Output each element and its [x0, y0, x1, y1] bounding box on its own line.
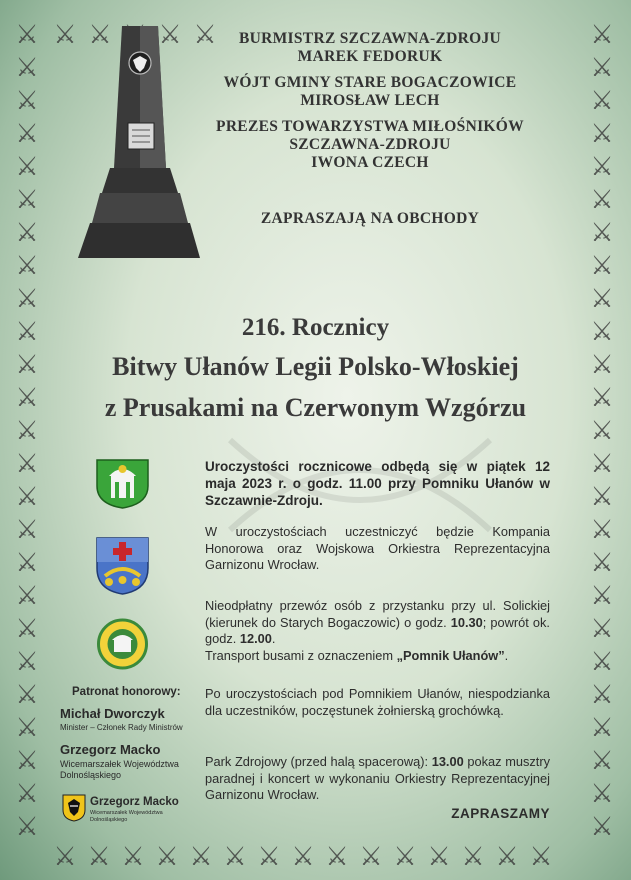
- concert-time: 13.00: [431, 754, 464, 769]
- organizers-header: [200, 30, 540, 228]
- crossed-sabres-icon: ⚔: [15, 218, 39, 248]
- transport-text: .: [271, 631, 276, 646]
- crossed-sabres-icon: ⚔: [590, 53, 614, 83]
- crossed-sabres-icon: ⚔: [15, 185, 39, 215]
- crossed-sabres-icon: ⚔: [590, 746, 614, 776]
- transport-text: Transport busami z oznaczeniem: [205, 647, 397, 663]
- logo-role: Wicemarszałek Województwa: [90, 810, 163, 816]
- crossed-sabres-icon: ⚔: [291, 842, 315, 872]
- crossed-sabres-icon: ⚔: [590, 713, 614, 743]
- crossed-sabres-icon: ⚔: [590, 185, 614, 215]
- crossed-sabres-icon: ⚔: [189, 842, 213, 872]
- stare-bogaczowice-crest-icon: [95, 536, 150, 596]
- crossed-sabres-icon: ⚔: [155, 842, 179, 872]
- crossed-sabres-icon: ⚔: [15, 581, 39, 611]
- crossed-sabres-icon: ⚔: [15, 746, 39, 776]
- crossed-sabres-icon: ⚔: [590, 482, 614, 512]
- crossed-sabres-icon: ⚔: [590, 515, 614, 545]
- crossed-sabres-icon: ⚔: [15, 482, 39, 512]
- crossed-sabres-icon: ⚔: [15, 20, 39, 50]
- crossed-sabres-icon: ⚔: [590, 317, 614, 347]
- crossed-sabres-icon: ⚔: [590, 218, 614, 248]
- crossed-sabres-icon: ⚔: [529, 842, 553, 872]
- crossed-sabres-icon: ⚔: [15, 680, 39, 710]
- crossed-sabres-icon: ⚔: [15, 647, 39, 677]
- crossed-sabres-icon: ⚔: [495, 842, 519, 872]
- crossed-sabres-icon: ⚔: [15, 515, 39, 545]
- crossed-sabres-icon: ⚔: [15, 779, 39, 809]
- participants-paragraph: W uroczystościach uczestniczyć będzie Kompania Honorowa oraz Wojskowa Orkiestra Reprezentacyjna Garnizonu Wrocław.: [205, 524, 550, 572]
- crossed-sabres-icon: ⚔: [15, 350, 39, 380]
- concert-text: pokaz musztry paradnej i koncert w wykonaniu Orkiestry Reprezentacyjnej Garnizonu Wrocław.: [205, 754, 550, 802]
- crossed-sabres-icon: ⚔: [590, 383, 614, 413]
- crossed-sabres-icon: ⚔: [158, 20, 182, 50]
- closing-invite: ZAPRASZAMY: [451, 806, 550, 821]
- crossed-sabres-icon: ⚔: [15, 812, 39, 842]
- header-line: SZCZAWNA-ZDROJU: [289, 136, 451, 153]
- patron-name: Michał Dworczyk: [60, 706, 165, 721]
- header-line: IWONA CZECH: [311, 154, 429, 171]
- crossed-sabres-icon: ⚔: [590, 86, 614, 116]
- header-line: MAREK FEDORUK: [297, 48, 443, 65]
- szczawno-crest-icon: [95, 458, 150, 510]
- crossed-sabres-icon: ⚔: [193, 20, 217, 50]
- patronage-title: Patronat honorowy:: [72, 686, 181, 698]
- crossed-sabres-icon: ⚔: [590, 647, 614, 677]
- crossed-sabres-icon: ⚔: [590, 614, 614, 644]
- crossed-sabres-icon: ⚔: [590, 119, 614, 149]
- transport-paragraph: [205, 598, 550, 664]
- transport-text: Nieodpłatny przewóz osób z przystanku przy ul. Solickiej (kierunek do Starych Bogaczowic) o godz.: [205, 598, 550, 630]
- crossed-sabres-icon: ⚔: [15, 152, 39, 182]
- crossed-sabres-icon: ⚔: [590, 548, 614, 578]
- crossed-sabres-icon: ⚔: [590, 284, 614, 314]
- departure-time: 10.30: [450, 614, 483, 630]
- concert-text: Park Zdrojowy (przed halą spacerową):: [205, 754, 432, 769]
- crossed-sabres-icon: ⚔: [359, 842, 383, 872]
- page-title-line2: Bitwy Ułanów Legii Polsko-Włoskiej: [112, 352, 519, 381]
- crossed-sabres-icon: ⚔: [87, 842, 111, 872]
- crossed-sabres-icon: ⚔: [121, 842, 145, 872]
- eagle-emblem-icon: [129, 52, 151, 74]
- crossed-sabres-icon: ⚔: [15, 548, 39, 578]
- crossed-sabres-icon: ⚔: [15, 251, 39, 281]
- logo-role: Dolnośląskiego: [90, 817, 128, 823]
- society-badge-icon: [95, 618, 150, 670]
- crossed-sabres-icon: ⚔: [590, 251, 614, 281]
- crossed-sabres-icon: ⚔: [590, 152, 614, 182]
- patron-role: Dolnośląskiego: [60, 770, 122, 780]
- crossed-sabres-icon: ⚔: [15, 119, 39, 149]
- transport-text: ; powrót ok. godz.: [205, 614, 550, 646]
- crossed-sabres-icon: ⚔: [461, 842, 485, 872]
- logo-name: Grzegorz Macko: [90, 796, 179, 808]
- concert-paragraph: [205, 754, 550, 804]
- bus-sign: „Pomnik Ułanów”: [396, 647, 505, 663]
- lower-silesia-eagle-icon: [62, 794, 86, 822]
- crossed-sabres-icon: ⚔: [15, 449, 39, 479]
- crossed-sabres-icon: ⚔: [590, 680, 614, 710]
- crossed-sabres-icon: ⚔: [53, 842, 77, 872]
- crossed-sabres-icon: ⚔: [53, 20, 77, 50]
- page-title-line1: 216. Rocznicy: [241, 314, 390, 341]
- header-line: MIROSŁAW LECH: [300, 92, 440, 109]
- crossed-sabres-icon: ⚔: [427, 842, 451, 872]
- crossed-sabres-icon: ⚔: [15, 713, 39, 743]
- patron-name: Grzegorz Macko: [60, 742, 161, 757]
- crossed-sabres-icon: ⚔: [15, 317, 39, 347]
- event-announcement: Uroczystości rocznicowe odbędą się w piątek 12 maja 2023 r. o godz. 11.00 przy Pomniku Ułanów w Szczawnie-Zdroju.: [205, 459, 550, 508]
- crossed-sabres-icon: ⚔: [590, 812, 614, 842]
- header-line: WÓJT GMINY STARE BOGACZOWICE: [223, 74, 517, 91]
- crossed-sabres-icon: ⚔: [590, 779, 614, 809]
- patron-role: Minister – Członek Rady Ministrów: [60, 723, 183, 732]
- header-line: BURMISTRZ SZCZAWNA-ZDROJU: [239, 30, 501, 47]
- crossed-sabres-icon: ⚔: [257, 842, 281, 872]
- crossed-sabres-icon: ⚔: [88, 20, 112, 50]
- crossed-sabres-icon: ⚔: [15, 284, 39, 314]
- crossed-sabres-icon: ⚔: [590, 581, 614, 611]
- crossed-sabres-icon: ⚔: [15, 614, 39, 644]
- crossed-sabres-icon: ⚔: [590, 416, 614, 446]
- crossed-sabres-icon: ⚔: [590, 350, 614, 380]
- crossed-sabres-icon: ⚔: [15, 383, 39, 413]
- transport-text: .: [504, 647, 509, 663]
- crossed-sabres-icon: ⚔: [15, 416, 39, 446]
- crossed-sabres-icon: ⚔: [590, 449, 614, 479]
- crossed-sabres-icon: ⚔: [325, 842, 349, 872]
- return-time: 12.00: [239, 631, 272, 646]
- invitation-line: ZAPRASZAJĄ NA OBCHODY: [260, 210, 480, 227]
- monument-illustration: [70, 18, 210, 268]
- crossed-sabres-icon: ⚔: [393, 842, 417, 872]
- crossed-sabres-icon: ⚔: [15, 86, 39, 116]
- crossed-sabres-icon: ⚔: [223, 842, 247, 872]
- header-line: PREZES TOWARZYSTWA MIŁOŚNIKÓW: [216, 118, 524, 135]
- crossed-sabres-icon: ⚔: [15, 53, 39, 83]
- page-title-line3: z Prusakami na Czerwonym Wzgórzu: [104, 393, 527, 422]
- crossed-sabres-icon: ⚔: [590, 20, 614, 50]
- refreshments-paragraph: Po uroczystościach pod Pomnikiem Ułanów, niespodzianka dla uczestników, poczęstunek żołnierską grochówką.: [205, 686, 550, 718]
- patron-role: Wicemarszałek Województwa: [60, 759, 179, 769]
